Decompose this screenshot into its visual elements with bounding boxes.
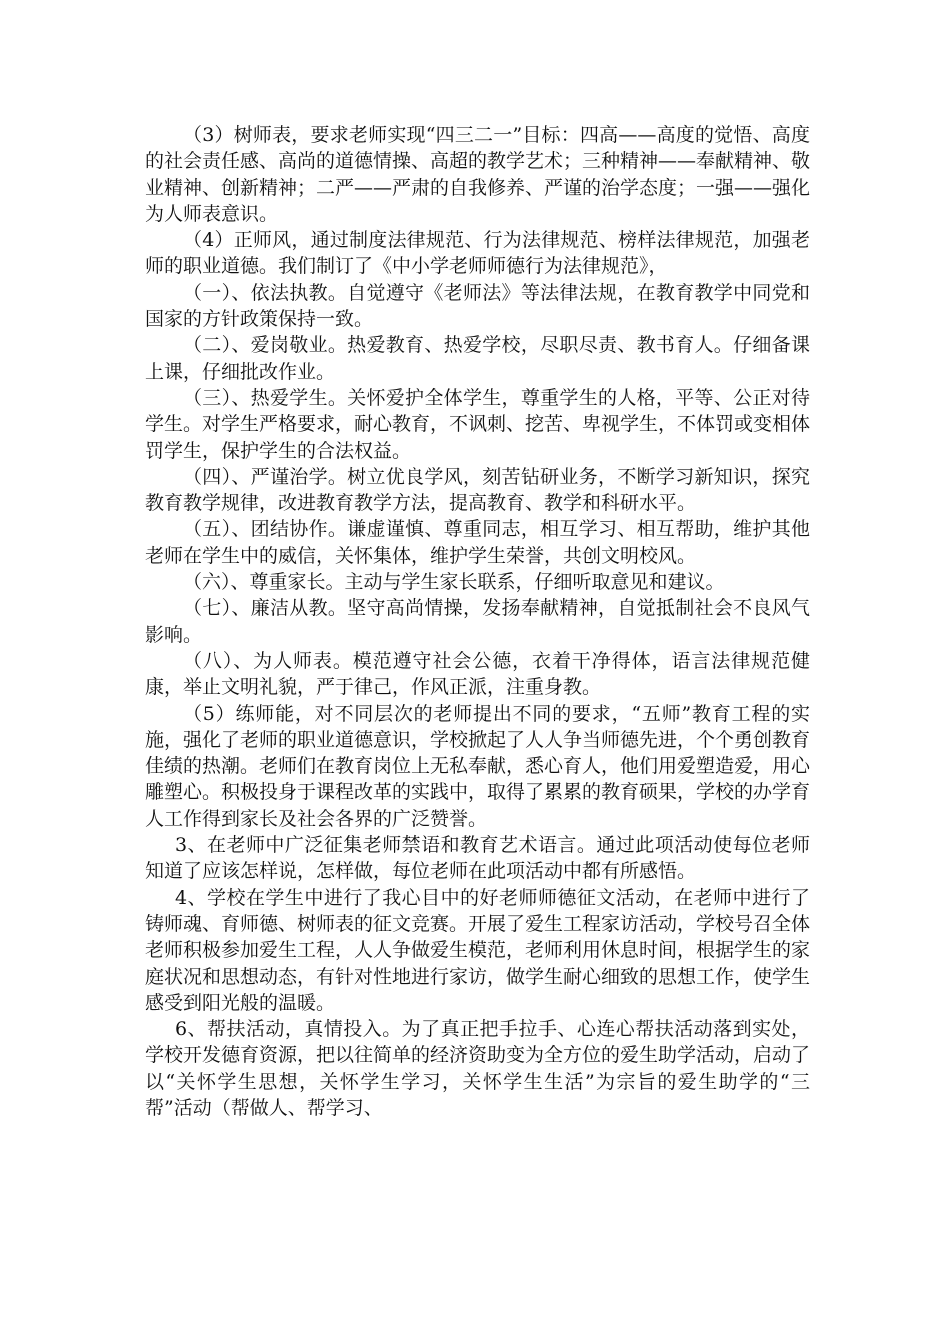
paragraph-rule-7: （七）、廉洁从教。坚守高尚情操，发扬奉献精神，自觉抵制社会不良风气影响。 xyxy=(145,597,810,646)
paragraph-item-6: 6、帮扶活动，真情投入。为了真正把手拉手、心连心帮扶活动落到实处，学校开发德育资源，把以往简单的经济资助变为全方位的爱生助学活动，启动了以“关怀学生思想，关怀学生学习，关怀学生生活”为宗旨的爱生助学的“三帮”活动（帮做人、帮学习、 xyxy=(145,1018,811,1119)
paragraph-zheng-shi-feng: （4）正师风，通过制度法律规范、行为法律规范、榜样法律规范，加强老师的职业道德。我们制订了《中小学老师师德行为法律规范》， xyxy=(145,229,810,278)
paragraph-rule-8: （八）、为人师表。模范遵守社会公德，衣着干净得体，语言法律规范健康，举止文明礼貌，严于律己，作风正派，注重身教。 xyxy=(145,649,810,699)
paragraph-rule-4: （四）、严谨治学。树立优良学风，刻苦钻研业务，不断学习新知识，探究教育教学规律，改进教育教学方法，提高教育、教学和科研水平。 xyxy=(145,465,810,515)
document-page xyxy=(145,122,810,1121)
paragraph-rule-5: （五）、团结协作。谦虚谨慎、尊重同志，相互学习、相互帮助，维护其他老师在学生中的威信，关怀集体，维护学生荣誉，共创文明校风。 xyxy=(145,518,810,567)
paragraph-shu-shi-biao: （3）树师表，要求老师实现“四三二一”目标：四高——高度的觉悟、高度的社会责任感、高尚的道德情操、高超的教学艺术；三种精神——奉献精神、敬业精神、创新精神；二严——严肃的自我修养、严谨的治学态度；一强——强化为人师表意识。 xyxy=(145,124,811,225)
paragraph-rule-6: （六）、尊重家长。主动与学生家长联系，仔细听取意见和建议。 xyxy=(183,571,725,594)
paragraph-item-4: 4、学校在学生中进行了我心目中的好老师师德征文活动，在老师中进行了铸师魂、育师德、树师表的征文竞赛。开展了爱生工程家访活动，学校号召全体老师积极参加爱生工程，人人争做爱生模范，老师利用休息时间，根据学生的家庭状况和思想动态，有针对性地进行家访，做学生耐心细致的思想工作，使学生感受到阳光般的温暖。 xyxy=(145,886,811,1014)
paragraph-rule-2: （二）、爱岗敬业。热爱教育、热爱学校，尽职尽责、教书育人。仔细备课上课，仔细批改作业。 xyxy=(145,334,810,383)
paragraph-rule-1: （一）、依法执教。自觉遵守《老师法》等法律法规，在教育教学中同党和国家的方针政策保持一致。 xyxy=(145,281,810,331)
paragraph-item-3: 3、在老师中广泛征集老师禁语和教育艺术语言。通过此项活动使每位老师知道了应该怎样说，怎样做，每位老师在此项活动中都有所感悟。 xyxy=(145,834,810,883)
paragraph-lian-shi-neng: （5）练师能，对不同层次的老师提出不同的要求，“五师”教育工程的实施，强化了老师的职业道德意识，学校掀起了人人争当师德先进，个个勇创教育佳绩的热潮。老师们在教育岗位上无私奉献，悉心育人，他们用爱塑造爱，用心雕塑心。积极投身于课程改革的实践中，取得了累累的教育硕果，学校的办学育人工作得到家长及社会各界的广泛赞誉。 xyxy=(145,702,811,830)
paragraph-rule-3: （三）、热爱学生。关怀爱护全体学生，尊重学生的人格，平等、公正对待学生。对学生严格要求，耐心教育，不讽刺、挖苦、卑视学生，不体罚或变相体罚学生，保护学生的合法权益。 xyxy=(145,386,811,462)
